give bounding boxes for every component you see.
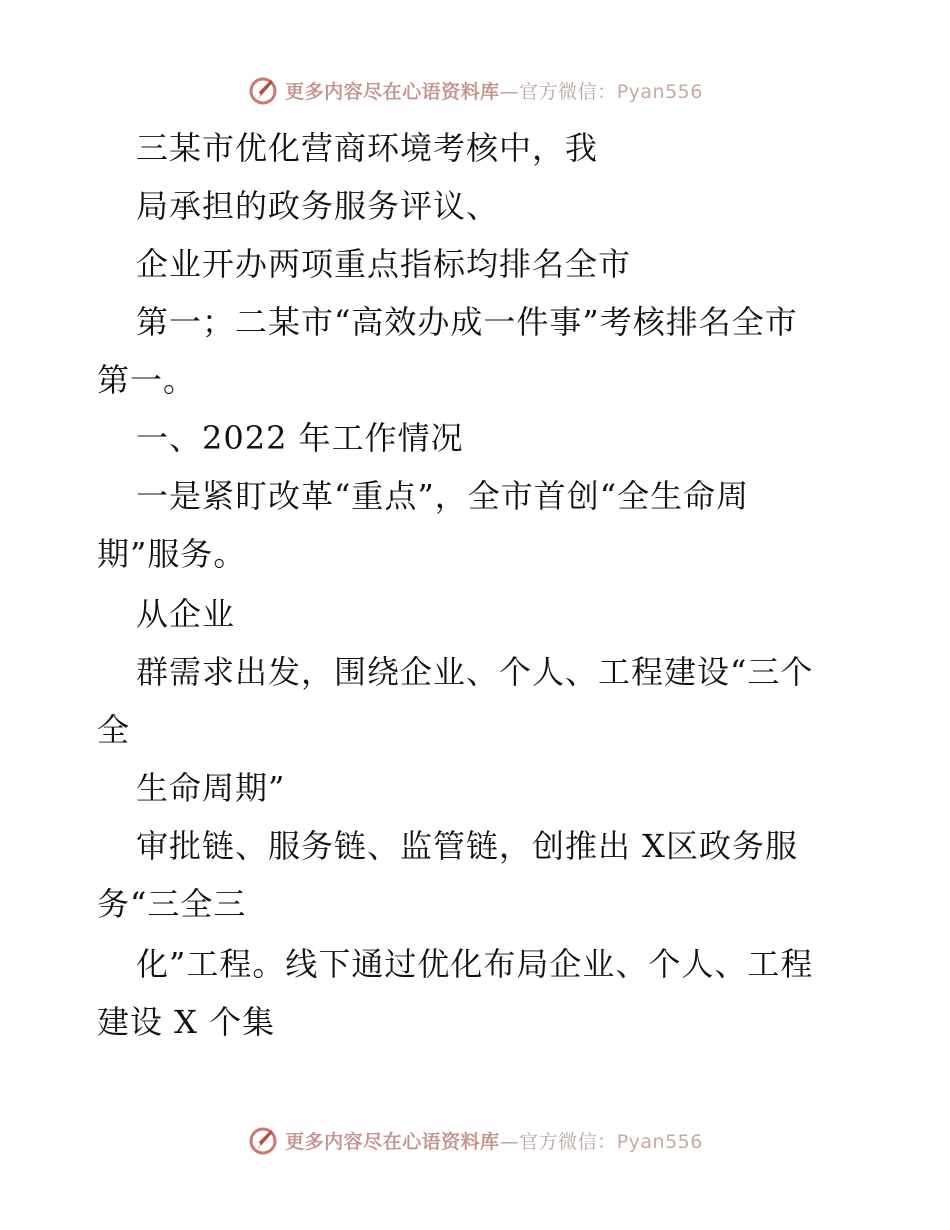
watermark-label: 官方微信： bbox=[519, 80, 617, 103]
text-line: 一是紧盯改革“重点”，全市首创“全生命周 bbox=[136, 477, 750, 515]
text-line: 化”工程。线下通过优化布局企业、个人、工程 bbox=[136, 945, 814, 983]
quill-logo-icon bbox=[247, 1124, 279, 1156]
watermark-text bbox=[285, 77, 703, 104]
watermark-separator: — bbox=[499, 1130, 520, 1153]
text-line: 三某市优化营商环境考核中，我 bbox=[136, 129, 599, 167]
text-line: 全 bbox=[97, 711, 131, 749]
watermark-id: Pyan556 bbox=[616, 80, 703, 103]
watermark-text bbox=[285, 1127, 703, 1154]
watermark-id: Pyan556 bbox=[616, 1130, 703, 1153]
text-line: 生命周期” bbox=[136, 769, 286, 807]
text-line: 企业开办两项重点指标均排名全市 bbox=[136, 245, 632, 283]
quill-logo-icon bbox=[247, 74, 279, 106]
header-watermark bbox=[0, 70, 950, 110]
watermark-label: 官方微信： bbox=[519, 1130, 617, 1153]
text-line: 第一；二某市“高效办成一件事”考核排名全市 bbox=[136, 303, 798, 341]
text-line: 局承担的政务服务评议、 bbox=[136, 187, 500, 225]
text-line: 期”服务。 bbox=[97, 535, 247, 573]
watermark-separator: — bbox=[499, 80, 520, 103]
footer-watermark bbox=[0, 1120, 950, 1160]
watermark-brand: 更多内容尽在心语资料库 bbox=[285, 1130, 500, 1153]
text-line: 从企业 bbox=[136, 595, 236, 633]
text-line: 第一。 bbox=[97, 361, 197, 399]
text-line: 审批链、服务链、监管链，创推出 X区政务服 bbox=[136, 827, 798, 865]
text-line: 群需求出发，围绕企业、个人、工程建设“三个 bbox=[136, 653, 814, 691]
text-line: 建设 X 个集 bbox=[97, 1003, 276, 1041]
text-line: 一、2022 年工作情况 bbox=[136, 419, 464, 457]
watermark-brand: 更多内容尽在心语资料库 bbox=[285, 80, 500, 103]
text-line: 务“三全三 bbox=[97, 885, 247, 923]
